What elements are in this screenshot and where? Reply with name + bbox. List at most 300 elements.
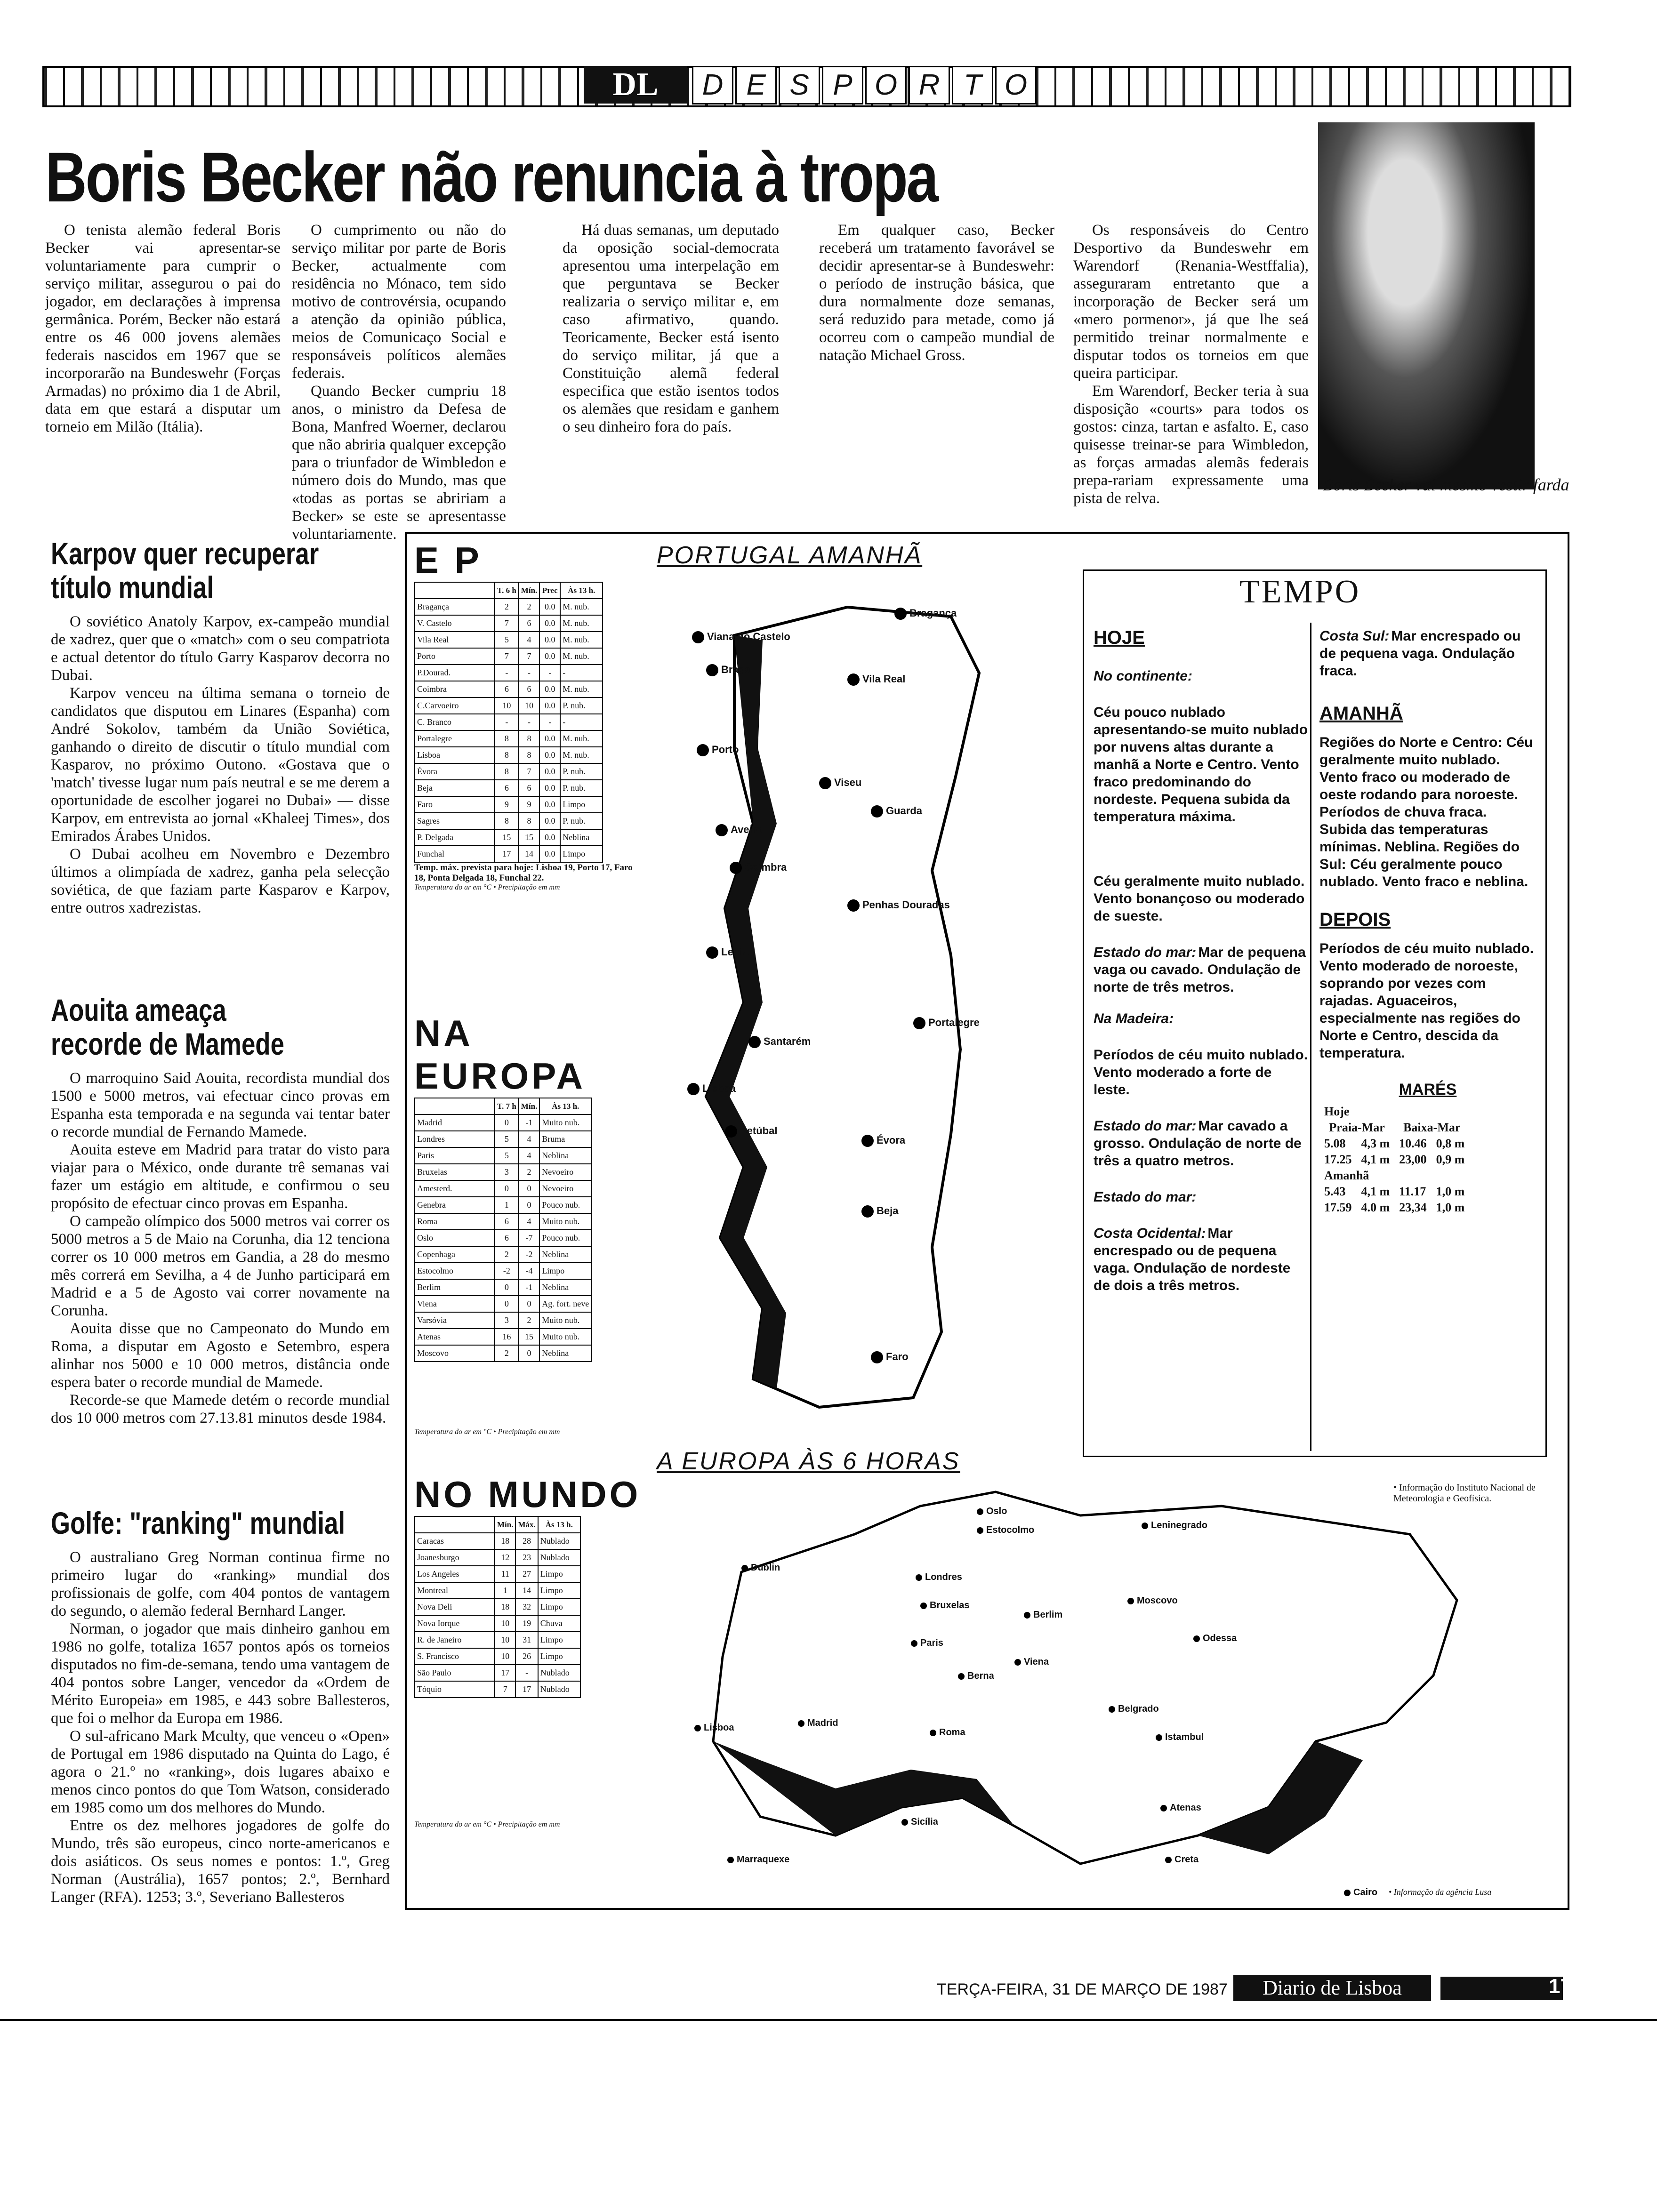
section-letter: D <box>692 66 733 104</box>
mares-cell: 0,8 m <box>1436 1137 1465 1150</box>
city-marker-icon <box>1109 1706 1115 1713</box>
table-cell: Porto <box>415 648 495 665</box>
table-cell: - <box>515 1665 538 1681</box>
table-row <box>415 632 603 648</box>
city-name: Santarém <box>764 1035 811 1047</box>
city-label <box>1014 1657 1049 1667</box>
mares-hoje-label: Hoje <box>1324 1105 1350 1118</box>
city-marker-icon <box>1193 1635 1200 1642</box>
estado-mar-text: Mar de pequena vaga ou cavado. Ondulação de norte de três metros. <box>1094 945 1306 995</box>
lead-paragraph: Há duas semanas, um deputado da oposição social-democrata apresentou uma interpelação em que perguntava se Becker realizaria o serviço militar e, em caso afirmativo, quando. Teoricamente, Becker está isento do serviço militar, já que a Constituição alemã federal especifica que estão isentos todos os alemães que residam e ganhem o seu dinheiro fora do país. <box>563 222 779 435</box>
column-header: Mín. <box>519 1098 539 1114</box>
table-cell: M. nub. <box>560 615 603 632</box>
city-label <box>692 631 790 643</box>
table-cell: Estocolmo <box>415 1263 495 1279</box>
table-cell: 3 <box>495 1312 519 1329</box>
city-marker-icon <box>727 1857 734 1863</box>
table-cell: Oslo <box>415 1230 495 1246</box>
madeira-lead-text: Céu geralmente muito nublado. Vento bonançoso ou moderado de sueste. <box>1094 874 1305 924</box>
table-cell: 0.0 <box>539 648 560 665</box>
table-cell: 10 <box>495 697 519 714</box>
table-cell: 0.0 <box>539 829 560 846</box>
city-label <box>958 1671 994 1682</box>
city-marker-icon <box>1014 1659 1021 1666</box>
city-label <box>847 673 905 686</box>
table-cell: 5 <box>495 1147 519 1164</box>
table-cell: C. Branco <box>415 714 495 730</box>
table-cell: 0.0 <box>539 681 560 697</box>
table-cell: -4 <box>519 1263 539 1279</box>
city-label <box>730 861 787 874</box>
table-row <box>415 763 603 780</box>
city-marker-icon <box>1344 1890 1351 1896</box>
column-header <box>415 1098 495 1114</box>
table-cell: 26 <box>515 1648 538 1665</box>
ep-table <box>414 582 603 863</box>
tempo-forecast-box <box>1083 569 1547 1457</box>
footer-band <box>1440 1977 1563 2000</box>
table-cell: 6 <box>519 681 539 697</box>
madeira-text: Períodos de céu muito nublado. Vento moderado a forte de leste. <box>1094 1047 1308 1098</box>
city-label <box>1344 1887 1377 1898</box>
column-header: Mín. <box>495 1516 515 1533</box>
lusa-note: • Informação da agência Lusa <box>1389 1887 1492 1897</box>
city-marker-icon <box>930 1730 936 1736</box>
column-header: Máx. <box>515 1516 538 1533</box>
city-marker-icon <box>1160 1805 1167 1811</box>
lead-paragraph: Os responsáveis do Centro Desportivo da Bundeswehr em Warendorf (Renania-Westffalia), asseguraram entretanto que a incorporação de Becker será um «mero pormenor», já que lhe seá permitido treinar normalmente e disputar todos os torneios em que queira participar. <box>1073 222 1309 382</box>
table-cell: Limpo <box>538 1599 580 1615</box>
table-cell: - <box>495 665 519 681</box>
mundo-table <box>414 1516 581 1698</box>
table-cell: 23 <box>515 1549 538 1566</box>
aouita-title-1: Aouita ameaça <box>51 993 226 1027</box>
table-cell: Nublado <box>538 1549 580 1566</box>
table-cell: 10 <box>495 1615 515 1632</box>
mares-cell: 4,1 m <box>1361 1185 1390 1198</box>
city-name: Guarda <box>886 805 923 817</box>
table-cell: 17 <box>495 1665 515 1681</box>
table-cell: Joanesburgo <box>415 1549 495 1566</box>
mares-cell: 23,00 <box>1399 1153 1427 1166</box>
hoje-heading: HOJE <box>1094 627 1145 648</box>
city-label <box>706 946 749 959</box>
city-name: Lisboa <box>702 1082 736 1094</box>
table-cell: 11 <box>495 1566 515 1582</box>
table-cell: Nublado <box>538 1665 580 1681</box>
table-cell: 0.0 <box>539 846 560 862</box>
column-header <box>415 1516 495 1533</box>
city-marker-icon <box>871 1351 883 1363</box>
city-label <box>741 1563 780 1573</box>
section-letter: T <box>952 66 993 104</box>
table-row <box>415 1230 591 1246</box>
table-cell: 6 <box>495 681 519 697</box>
city-label <box>727 1854 789 1865</box>
mares-table <box>1319 1104 1469 1216</box>
mares-cell: 0,9 m <box>1436 1153 1465 1166</box>
costa-ocidental-heading: Costa Ocidental: <box>1094 1226 1206 1241</box>
city-marker-icon <box>977 1527 983 1534</box>
city-marker-icon <box>730 862 742 874</box>
lead-paragraph: Em Warendorf, Becker teria à sua disposição «courts» para todos os gostos: cinza, tartan e asfalto. E, caso quisesse treinar-se para Wimbledon, as forças armadas alemãs federais prepa-rariam expressamente uma pista de relva. <box>1073 383 1309 507</box>
table-cell: 8 <box>519 747 539 763</box>
table-row <box>415 730 603 747</box>
table-row <box>415 1279 591 1296</box>
table-cell: 4 <box>519 632 539 648</box>
city-label <box>920 1600 970 1611</box>
city-label <box>911 1638 943 1649</box>
city-marker-icon <box>958 1673 965 1680</box>
table-cell: 8 <box>495 747 519 763</box>
city-label <box>1160 1803 1201 1813</box>
table-cell: Neblina <box>539 1246 591 1263</box>
table-cell: 0 <box>495 1296 519 1312</box>
city-label <box>725 1125 777 1138</box>
depois-text: Períodos de céu muito nublado. Vento moderado de noroeste, soprando por vezes com rajadas. Aguaceiros, especialmente nas regiões do Norte e Centro, descida da temperatura. <box>1319 941 1534 1061</box>
city-label <box>861 1205 898 1218</box>
table-cell: 12 <box>495 1549 515 1566</box>
tempo-title: TEMPO <box>1239 574 1361 610</box>
city-marker-icon <box>861 1135 874 1147</box>
table-cell: Sagres <box>415 813 495 829</box>
table-cell: Pouco nub. <box>539 1230 591 1246</box>
city-marker-icon <box>748 1036 761 1048</box>
table-row <box>415 615 603 632</box>
table-row <box>415 648 603 665</box>
europa-table-footer: Temperatura do ar em °C • Precipitação em mm <box>414 1428 560 1436</box>
table-row <box>415 1566 580 1582</box>
city-marker-icon <box>1156 1734 1162 1741</box>
city-label <box>819 777 861 789</box>
city-marker-icon <box>871 805 883 817</box>
table-cell: Funchal <box>415 846 495 862</box>
table-cell: 0.0 <box>539 599 560 615</box>
city-marker-icon <box>847 899 860 912</box>
table-row <box>415 1263 591 1279</box>
city-marker-icon <box>697 744 709 756</box>
table-cell: 19 <box>515 1615 538 1632</box>
city-name: Berlim <box>1033 1610 1063 1620</box>
city-name: Berna <box>967 1671 994 1681</box>
column-header: Prec <box>539 582 560 599</box>
table-cell: Londres <box>415 1131 495 1147</box>
table-cell: 0 <box>519 1197 539 1213</box>
aouita-paragraph: Aouita esteve em Madrid para tratar do visto para viajar para o México, onde durante trê semanas vai fazer um estágio em altitude, e confirmou o seu propósito de efectuar cinco provas em Espanha. <box>51 1141 390 1212</box>
city-marker-icon <box>819 777 831 789</box>
city-name: Moscovo <box>1137 1595 1178 1606</box>
table-cell: 2 <box>519 1164 539 1180</box>
table-cell: 18 <box>495 1599 515 1615</box>
golfe-paragraph: Norman, o jogador que mais dinheiro ganhou em 1986 no golfe, totaliza 1657 pontos após os torneios disputados no fim-de-semana, tendo uma vantagem de 404 pontos sobre Langer, vencedor da «Ordem de Mérito Europeia» em 1985, e 443 sobre Ballesteros, que foi o melhor da Europa em 1986. <box>51 1620 390 1727</box>
table-cell: 9 <box>519 796 539 813</box>
column-header: Às 13 h. <box>538 1516 580 1533</box>
table-cell: 18 <box>495 1533 515 1549</box>
estado-mar-heading: Estado do mar: <box>1094 1118 1197 1134</box>
city-name: Vila Real <box>862 673 906 685</box>
mares-cell: 4.0 m <box>1361 1201 1390 1214</box>
table-cell: - <box>495 714 519 730</box>
table-cell: 8 <box>519 813 539 829</box>
table-cell: 16 <box>495 1329 519 1345</box>
city-name: Creta <box>1174 1854 1199 1865</box>
city-marker-icon <box>913 1017 925 1029</box>
city-label <box>930 1727 965 1738</box>
karpov-paragraph: O Dubai acolheu em Novembro e Dezembro últimos a olimpíada de xadrez, ganha pela selecção soviética, de que faziam parte Kasparov e Karpov, entre outros xadrezistas. <box>51 846 390 916</box>
table-cell: - <box>560 714 603 730</box>
table-cell: Muito nub. <box>539 1114 591 1131</box>
table-row <box>415 1632 580 1648</box>
table-row <box>415 1665 580 1681</box>
table-cell: Montreal <box>415 1582 495 1599</box>
table-cell: Limpo <box>539 1263 591 1279</box>
table-row <box>415 1147 591 1164</box>
table-row <box>415 1114 591 1131</box>
table-cell: Coimbra <box>415 681 495 697</box>
city-marker-icon <box>861 1205 874 1218</box>
table-cell: 0 <box>495 1180 519 1197</box>
table-row <box>415 1296 591 1312</box>
mares-cell: 1,0 m <box>1436 1201 1465 1214</box>
table-cell: 0 <box>519 1296 539 1312</box>
table-cell: M. nub. <box>560 632 603 648</box>
city-marker-icon <box>847 673 860 686</box>
table-cell: 10 <box>519 697 539 714</box>
lead-paragraph: O cumprimento ou não do serviço militar por parte de Boris Becker, actualmente com residência no Mónaco, tem sido motivo de controvérsia, ocupando a atenção da opinião pública, meios de Comunicaço Social e responsáveis políticos alemães federais. <box>292 222 506 382</box>
ep-table-header: E P <box>414 539 482 581</box>
table-row <box>415 1180 591 1197</box>
city-name: Bragança <box>909 607 957 619</box>
section-title <box>692 66 1038 104</box>
table-cell: - <box>560 665 603 681</box>
table-cell: Neblina <box>539 1147 591 1164</box>
city-name: Leiria <box>721 946 749 958</box>
city-name: Lisboa <box>704 1723 734 1733</box>
table-cell: Chuva <box>538 1615 580 1632</box>
table-cell: Nevoeiro <box>539 1180 591 1197</box>
lead-column-1 <box>45 221 281 436</box>
mares-amanha-label: Amanhã <box>1324 1169 1369 1182</box>
city-label <box>1127 1595 1178 1606</box>
table-cell: M. nub. <box>560 747 603 763</box>
mares-cell: 11.17 <box>1399 1185 1426 1198</box>
table-cell: 6 <box>495 1230 519 1246</box>
table-row <box>415 829 603 846</box>
golfe-paragraph: O sul-africano Mark Mculty, que venceu o «Open» de Portugal em 1986 disputado na Quinta do Lago, é agora o 21.º no «ranking», dois lugares abaixo e menos cinco pontos do que Tom Watson, considerado em 1985 como um dos melhores do Mundo. <box>51 1728 390 1816</box>
table-cell: S. Francisco <box>415 1648 495 1665</box>
table-cell: 0.0 <box>539 780 560 796</box>
city-marker-icon <box>1142 1523 1148 1529</box>
table-cell: -1 <box>519 1279 539 1296</box>
column-header: T. 7 h <box>495 1098 519 1114</box>
table-row <box>415 714 603 730</box>
table-row <box>415 1681 580 1698</box>
table-cell: 14 <box>515 1582 538 1599</box>
table-cell: Limpo <box>538 1632 580 1648</box>
column-header <box>415 582 495 599</box>
table-row <box>415 1345 591 1362</box>
ep-table-footer: Temperatura do ar em °C • Precipitação em mm <box>414 883 560 891</box>
photo-caption: Boris Becker vai mesmo vestir farda <box>1323 475 1569 494</box>
lead-headline: Boris Becker não renuncia à tropa <box>45 137 937 216</box>
city-label <box>1193 1633 1237 1644</box>
table-cell: - <box>539 665 560 681</box>
portugal-city-labels <box>650 579 1064 1440</box>
table-cell: Bragança <box>415 599 495 615</box>
table-cell: 6 <box>519 615 539 632</box>
city-name: Belgrado <box>1118 1704 1159 1714</box>
table-cell: 0.0 <box>539 763 560 780</box>
karpov-title-2: título mundial <box>51 570 214 605</box>
table-cell: 2 <box>495 1246 519 1263</box>
table-row <box>415 780 603 796</box>
table-row <box>415 813 603 829</box>
city-label <box>706 664 750 676</box>
city-marker-icon <box>901 1819 908 1826</box>
table-cell: Roma <box>415 1213 495 1230</box>
table-cell: 7 <box>495 648 519 665</box>
table-cell: 8 <box>495 813 519 829</box>
costa-sul-text: Mar encrespado ou de pequena vaga. Ondulação fraca. <box>1319 628 1521 679</box>
table-cell: 15 <box>495 829 519 846</box>
city-name: Viseu <box>834 777 862 788</box>
table-cell: Genebra <box>415 1197 495 1213</box>
table-cell: Varsóvia <box>415 1312 495 1329</box>
table-cell: 0 <box>519 1180 539 1197</box>
table-row <box>415 1246 591 1263</box>
table-cell: Muito nub. <box>539 1329 591 1345</box>
table-cell: -2 <box>495 1263 519 1279</box>
city-name: Marraquexe <box>737 1854 790 1865</box>
table-cell: 10 <box>495 1632 515 1648</box>
city-label <box>847 899 950 912</box>
mares-cell: 17.59 <box>1324 1201 1352 1214</box>
table-cell: 0.0 <box>539 632 560 648</box>
table-cell: 5 <box>495 632 519 648</box>
becker-photo <box>1318 122 1535 489</box>
table-cell: Nova Iorque <box>415 1615 495 1632</box>
table-cell: Amesterd. <box>415 1180 495 1197</box>
table-cell: 7 <box>519 763 539 780</box>
city-marker-icon <box>692 631 704 643</box>
city-name: Penhas Douradas <box>862 899 950 911</box>
mares-cell: 23,34 <box>1399 1201 1427 1214</box>
city-marker-icon <box>1024 1612 1030 1619</box>
table-cell: 27 <box>515 1566 538 1582</box>
table-cell: P. nub. <box>560 813 603 829</box>
mundo-table-header: NO MUNDO <box>414 1474 641 1515</box>
city-name: Roma <box>939 1727 965 1738</box>
table-row <box>415 1329 591 1345</box>
column-header: Mín. <box>519 582 539 599</box>
mares-cell: 4,3 m <box>1361 1137 1390 1150</box>
city-label <box>901 1817 938 1827</box>
table-cell: 0.0 <box>539 747 560 763</box>
city-marker-icon <box>977 1508 983 1515</box>
mares-heading: MARÉS <box>1399 1081 1457 1098</box>
table-cell: 6 <box>495 780 519 796</box>
preia-mar-label: Praia-Mar <box>1329 1121 1385 1134</box>
aouita-paragraph: Aouita disse que no Campeonato do Mundo em Roma, a disputar em Agosto e Setembro, espera alinhar nos 5000 e 10 000 metros, distância onde espera bater o recorde mundial de Mamede. <box>51 1320 390 1391</box>
aouita-paragraph: O campeão olímpico dos 5000 metros vai correr os 5000 metros a 5 de Maio na Corunha, dia 12 tenciona correr os 10 000 metros em Gandia, a 28 do mesmo mês correrá em Sevilha, a 4 de Junho participará em Madrid e a 5 de Agosto vai correr novamente na Corunha. <box>51 1213 390 1319</box>
table-cell: 0.0 <box>539 813 560 829</box>
city-label <box>798 1718 838 1729</box>
mares-cell: 4,1 m <box>1361 1153 1390 1166</box>
portugal-map-title: PORTUGAL AMANHÃ <box>657 542 923 569</box>
lead-paragraph: Em qualquer caso, Becker receberá um tratamento favorável se decidir apresentar-se à Bundeswehr: o período de instrução básica, que dura normalmente doze semanas, será reduzido para metade, como já ocorreu com o campeão mundial de natação Michael Gross. <box>819 222 1054 364</box>
table-row <box>415 1213 591 1230</box>
table-cell: -7 <box>519 1230 539 1246</box>
table-row <box>415 796 603 813</box>
table-cell: 4 <box>519 1213 539 1230</box>
estado-mar-heading: Estado do mar: <box>1094 1189 1197 1205</box>
mares-cell: 10.46 <box>1399 1137 1427 1150</box>
city-name: Évora <box>877 1134 906 1146</box>
section-letter: S <box>779 66 820 104</box>
section-letter: P <box>822 66 863 104</box>
city-name: Portalegre <box>928 1017 980 1028</box>
city-label <box>977 1525 1034 1536</box>
lead-paragraph: O tenista alemão federal Boris Becker vai apresentar-se voluntariamente para cumprir o serviço militar, assegurou o pai do jogador, em declarações à imprensa germânica. Porém, Becker não estará entre os 46 000 jovens alemães federais nascidos em 1967 que se incorporarão na Bundeswehr (Forças Armadas) no próximo dia 1 de Abril, data em que estará a disputar um torneio em Milão (Itália). <box>45 222 281 435</box>
column-header: Às 13 h. <box>560 582 603 599</box>
table-cell: 2 <box>495 599 519 615</box>
section-letter: O <box>865 66 907 104</box>
table-cell: Bruxelas <box>415 1164 495 1180</box>
city-marker-icon <box>798 1720 804 1727</box>
table-row <box>415 1164 591 1180</box>
city-marker-icon <box>716 824 728 836</box>
table-cell: Muito nub. <box>539 1312 591 1329</box>
table-cell: 7 <box>495 1681 515 1698</box>
tempo-left-col <box>1094 627 1310 1294</box>
section-letter: R <box>909 66 950 104</box>
table-cell: M. nub. <box>560 599 603 615</box>
table-cell: 5 <box>495 1131 519 1147</box>
footer-rule <box>0 2019 1657 2021</box>
aouita-story <box>51 993 390 1427</box>
city-label <box>916 1572 962 1583</box>
city-marker-icon <box>694 1725 701 1731</box>
table-cell: Copenhaga <box>415 1246 495 1263</box>
city-label <box>687 1082 736 1095</box>
table-cell: 6 <box>519 780 539 796</box>
table-cell: P. nub. <box>560 697 603 714</box>
table-cell: P. nub. <box>560 763 603 780</box>
table-row <box>415 1599 580 1615</box>
city-label <box>977 1506 1007 1517</box>
table-cell: 1 <box>495 1582 515 1599</box>
table-cell: Paris <box>415 1147 495 1164</box>
europa-table-header: NA EUROPA <box>414 1012 586 1097</box>
table-cell: - <box>519 714 539 730</box>
golfe-paragraph: Entre os dez melhores jogadores de golfe do Mundo, três são europeus, cinco norte-americanos e dois asiáticos. Os seus nomes e pontos: 1.º, Greg Norman (Austrália), 1657 pontos; 2.º, Bernhard Langer (RFA). 1253; 3.º, Severiano Ballesteros <box>51 1817 390 1906</box>
city-marker-icon <box>706 664 718 676</box>
table-cell: Viena <box>415 1296 495 1312</box>
city-name: Bruxelas <box>930 1600 970 1611</box>
table-cell: Atenas <box>415 1329 495 1345</box>
table-cell: M. nub. <box>560 681 603 697</box>
lead-column-2 <box>292 221 506 543</box>
golfe-title: Golfe: "ranking" mundial <box>51 1506 346 1540</box>
karpov-paragraph: O soviético Anatoly Karpov, ex-campeão mundial de xadrez, quer que o «match» com o seu compatriota e actual detentor do título Garry Kasparov decorra no Dubai. <box>51 613 390 684</box>
tempo-right-col <box>1319 627 1536 1216</box>
city-name: Odessa <box>1203 1633 1237 1643</box>
city-name: Viena <box>1024 1657 1049 1667</box>
table-cell: 9 <box>495 796 519 813</box>
city-name: Beja <box>877 1205 899 1217</box>
city-name: Setúbal <box>740 1125 778 1137</box>
tempo-divider <box>1310 623 1311 1451</box>
